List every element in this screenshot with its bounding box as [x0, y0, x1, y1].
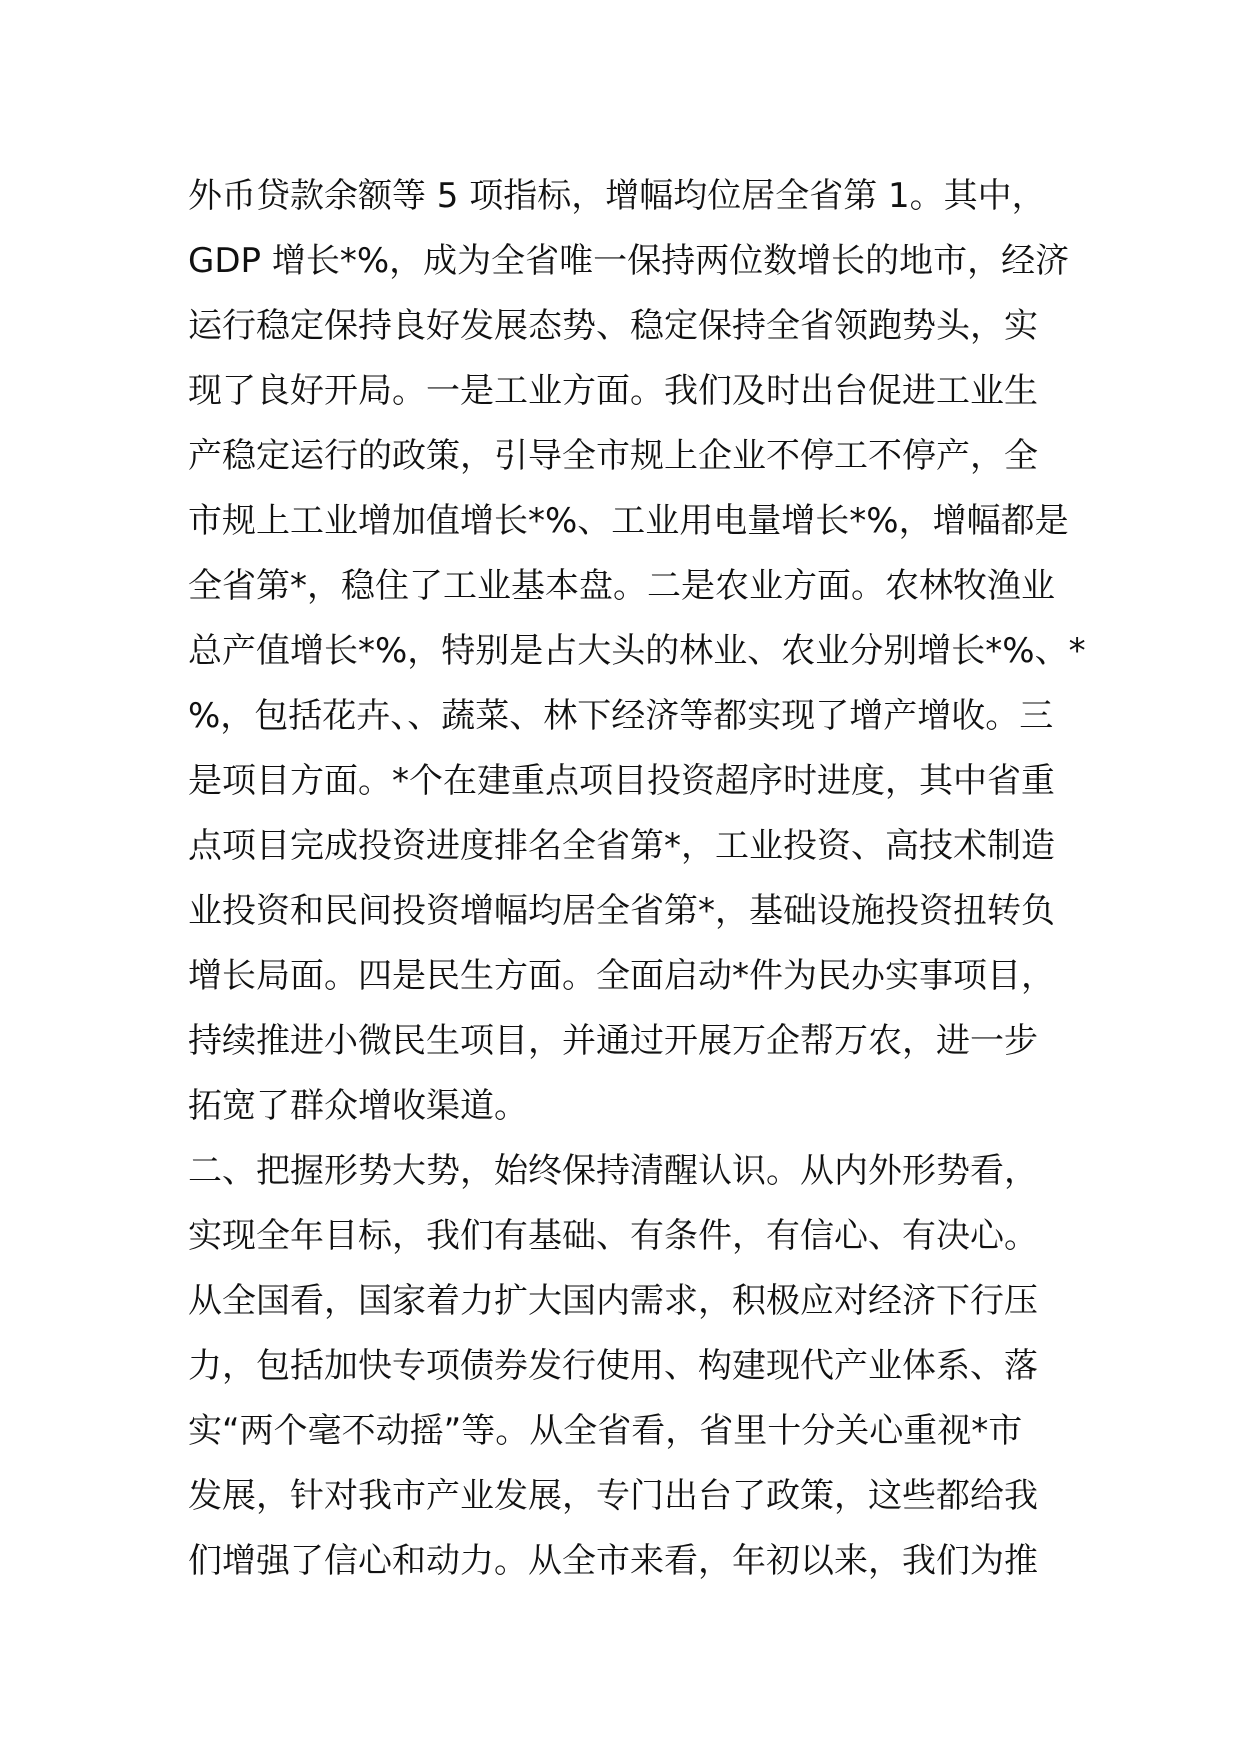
text-line: 持续推进小微民生项目，并通过开展万企帮万农，进一步: [188, 1021, 1038, 1061]
text-line: 实现全年目标，我们有基础、有条件，有信心、有决心。: [188, 1216, 1038, 1256]
text-line: 力，包括加快专项债券发行使用、构建现代产业体系、落: [188, 1346, 1038, 1386]
text-line: 总产值增长*%，特别是占大头的林业、农业分别增长*%、*: [188, 631, 1086, 671]
text-line: 市规上工业增加值增长*%、工业用电量增长*%，增幅都是: [188, 501, 1069, 541]
text-line: 全省第*，稳住了工业基本盘。二是农业方面。农林牧渔业: [188, 566, 1055, 606]
text-line: 们增强了信心和动力。从全市来看，年初以来，我们为推: [188, 1541, 1038, 1581]
text-line: 现了良好开局。一是工业方面。我们及时出台促进工业生: [188, 371, 1038, 411]
text-line: 增长局面。四是民生方面。全面启动*件为民办实事项目，: [188, 956, 1055, 996]
text-line: 发展，针对我市产业发展，专门出台了政策，这些都给我: [188, 1476, 1038, 1516]
text-line: GDP 增长*%，成为全省唯一保持两位数增长的地市，经济: [188, 241, 1070, 281]
text-line: 从全国看，国家着力扩大国内需求，积极应对经济下行压: [188, 1281, 1038, 1321]
text-line: 业投资和民间投资增幅均居全省第*，基础设施投资扭转负: [188, 891, 1055, 931]
text-line: 外币贷款余额等 5 项指标，增幅均位居全省第 1。其中，: [188, 176, 1046, 216]
body-text: [188, 164, 1088, 1594]
text-line: 点项目完成投资进度排名全省第*，工业投资、高技术制造: [188, 826, 1055, 866]
text-line: 拓宽了群众增收渠道。: [188, 1086, 528, 1126]
text-line: 是项目方面。*个在建重点项目投资超序时进度，其中省重: [188, 761, 1055, 801]
text-line: 产稳定运行的政策，引导全市规上企业不停工不停产，全: [188, 436, 1038, 476]
text-line: 实“两个毫不动摇”等。从全省看，省里十分关心重视*市: [188, 1411, 1023, 1451]
text-line: 运行稳定保持良好发展态势、稳定保持全省领跑势头，实: [188, 306, 1038, 346]
text-line: %，包括花卉、、蔬菜、林下经济等都实现了增产增收。三: [188, 696, 1054, 736]
text-line: 二、把握形势大势，始终保持清醒认识。从内外形势看，: [188, 1151, 1038, 1191]
